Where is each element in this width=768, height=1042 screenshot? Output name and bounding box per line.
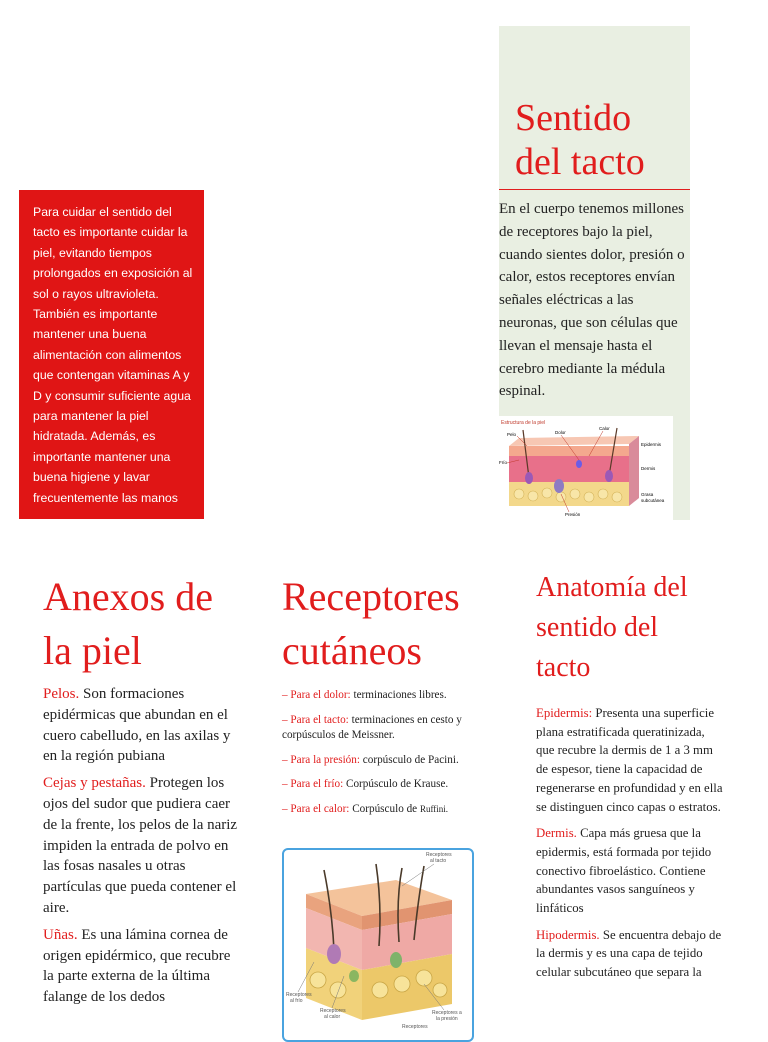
receptor-term: – Para el frío: bbox=[282, 778, 344, 790]
skin-structure-diagram bbox=[499, 416, 673, 520]
receptor-term: – Para el dolor: bbox=[282, 689, 351, 701]
anatomia-title-line-1: Anatomía del bbox=[536, 572, 688, 603]
label-dolor-rec: Receptores bbox=[402, 1024, 428, 1030]
receptores-title bbox=[282, 570, 492, 678]
anatomia-text: Se encuentra debajo de la dermis y es una capa de tejido celular subcutáneo que separa la bbox=[536, 927, 722, 980]
receptores-column bbox=[282, 688, 487, 826]
anexo-term: Cejas y pestañas. bbox=[43, 775, 146, 792]
receptor-term: – Para la presión: bbox=[282, 753, 360, 766]
anexos-title-line-2: la piel bbox=[43, 628, 142, 673]
label-presion-rec-2: la presión bbox=[436, 1016, 458, 1022]
anatomia-column bbox=[536, 704, 726, 990]
anatomia-term: Hipodermis. bbox=[536, 927, 600, 942]
anexo-text: Protegen los ojos del sudor que pudiera caer de la frente, los pelos de la nariz impiden la entrada de polvo en las fosas nasales u otras partículas que pueda contener el aire. bbox=[43, 775, 238, 916]
label-frio-rec-2: al frío bbox=[290, 998, 303, 1004]
receptor-item bbox=[282, 688, 487, 704]
title-divider bbox=[499, 189, 690, 190]
anexo-text: Son formaciones epidérmicas que abundan en el cuero cabelludo, en las axilas y en la región pubiana bbox=[43, 686, 231, 765]
label-presion: Presión bbox=[565, 512, 581, 517]
page-title bbox=[515, 96, 645, 184]
receptores-title-line-1: Receptores bbox=[282, 574, 460, 619]
label-dolor: Dolor bbox=[555, 430, 566, 435]
anexo-item bbox=[43, 925, 243, 1008]
anatomia-item bbox=[536, 824, 726, 918]
care-tip-box bbox=[19, 190, 204, 519]
receptor-item bbox=[282, 713, 487, 744]
anexo-item bbox=[43, 773, 243, 919]
receptor-term: – Para el tacto: bbox=[282, 713, 349, 726]
label-frio: Frío bbox=[499, 460, 508, 465]
side-face bbox=[629, 436, 639, 506]
anatomia-text: Presenta una superficie plana estratificada queratinizada, que recubre la dermis de 1 a 3 mm de espesor, tiene la capacidad de regenerarse en profundidad y en ella se distinguen cinco capas o estratos. bbox=[536, 706, 723, 814]
title-line-2: del tacto bbox=[515, 141, 645, 183]
anexo-item bbox=[43, 684, 243, 767]
receptor-text: terminaciones en cesto y corpúsculos de Meissner. bbox=[282, 713, 462, 741]
label-pelo: Pelo bbox=[507, 432, 517, 437]
epidermis-layer bbox=[509, 446, 629, 456]
anexos-title-line-1: Anexos de bbox=[43, 574, 213, 619]
receptor-item bbox=[282, 753, 487, 769]
receptores-title-line-2: cutáneos bbox=[282, 628, 422, 673]
anexo-term: Uñas. bbox=[43, 926, 78, 943]
care-tip-text: Para cuidar el sentido del tacto es importante cuidar la piel, evitando tiempos prolongados en exposición al sol o rayos ultravioleta. También es importante mantener una buena alimentación con alimentos que contengan vitaminas A y D y consumir suficiente agua para mantener la piel hidratada. Además, es importante mantener una buena higiene y lavar frecuentemente las manos bbox=[33, 205, 193, 505]
receptor-item bbox=[282, 777, 487, 793]
anexos-column bbox=[43, 684, 243, 1014]
diagram-title: Estructura de la piel bbox=[501, 420, 546, 426]
fat-layer bbox=[509, 482, 629, 506]
anexo-term: Pelos. bbox=[43, 686, 80, 702]
label-epidermis: Epidermis bbox=[641, 442, 662, 447]
anatomia-text: Capa más gruesa que la epidermis, está formada por tejido conectivo fibroelástico. Contiene abundantes vasos sanguíneos y linfáticos bbox=[536, 826, 712, 916]
receptor-item bbox=[282, 802, 487, 818]
receptor-text-small: Ruffini. bbox=[419, 803, 449, 814]
receptor-text: Corpúsculo de bbox=[349, 802, 420, 815]
label-frio-rec: Receptores bbox=[286, 992, 312, 998]
receptor-term: – Para el calor: bbox=[282, 802, 350, 815]
label-calor-rec: Receptores bbox=[320, 1008, 346, 1014]
receptors-diagram bbox=[284, 850, 472, 1040]
label-tacto-2: al tacto bbox=[430, 858, 447, 864]
label-calor-rec-2: al calor bbox=[324, 1014, 341, 1020]
label-dermis: Dermis bbox=[641, 466, 656, 471]
anexos-title bbox=[43, 570, 253, 678]
label-calor: Calor bbox=[599, 426, 610, 431]
receptor-text: Corpúsculo de Krause. bbox=[343, 778, 449, 790]
label-subcutanea: subcutánea bbox=[641, 498, 665, 503]
anexo-text: Es una lámina cornea de origen epidérmico, que recubre la parte externa de la última falange de los dedos bbox=[43, 926, 231, 1006]
receptor-text: terminaciones libres. bbox=[350, 689, 447, 701]
anatomia-term: Dermis. bbox=[536, 826, 577, 841]
anatomia-title-line-2: sentido del bbox=[536, 612, 659, 643]
anatomia-term: Epidermis: bbox=[536, 706, 593, 720]
anatomia-item bbox=[536, 926, 726, 982]
anatomia-title-line-3: tacto bbox=[536, 652, 591, 683]
anatomia-title bbox=[536, 568, 736, 688]
receptors-diagram-frame bbox=[282, 848, 474, 1042]
intro-paragraph: En el cuerpo tenemos millones de receptores bajo la piel, cuando sientes dolor, presión o calor, estos receptores envían señales eléctricas a las neuronas, que son células que llevan el mensaje hasta el cerebro mediante la médula espinal. bbox=[499, 201, 685, 400]
label-grasa: Grasa bbox=[641, 492, 654, 497]
label-tacto: Receptores bbox=[426, 852, 452, 858]
anatomia-item bbox=[536, 704, 726, 816]
title-line-1: Sentido bbox=[515, 97, 632, 139]
label-presion-rec: Receptores a bbox=[432, 1010, 462, 1016]
receptor-text: corpúsculo de Pacini. bbox=[359, 753, 459, 766]
